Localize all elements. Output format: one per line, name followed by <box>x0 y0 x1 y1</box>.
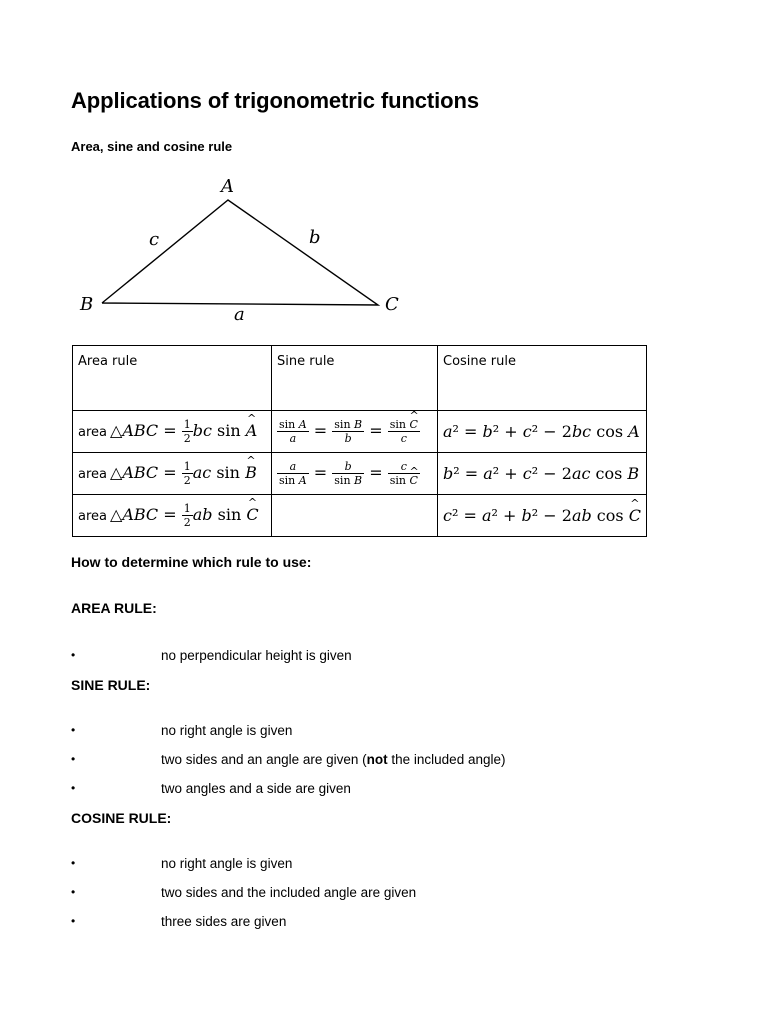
bullet-icon: • <box>71 648 76 662</box>
area-formula-c: area △ABC = $\frac{1}{2}$ ab sin ^ C <box>73 495 272 537</box>
bullet-icon: • <box>71 752 76 766</box>
header-area-rule: Area rule <box>73 346 272 411</box>
table-header-row <box>73 346 647 411</box>
vertex-b-label: B <box>80 294 94 315</box>
cosine-formula-c: c² = a² + b² − 2ab cos ^ C <box>438 495 647 537</box>
sine-rule-heading: SINE RULE: <box>71 677 151 693</box>
sine-formula-2: $\frac{a}{\text{sin A}}$ = $\frac{b}{\text{sin B}}$ = $\frac{c}{\sin \^{} C}$ <box>272 453 438 495</box>
rules-table <box>72 345 647 537</box>
bullet-icon: • <box>71 723 76 737</box>
triangle-diagram <box>70 170 410 330</box>
triangle-outline <box>102 200 378 305</box>
document-page: Applications of trigonometric functions Area, sine and cosine rule A B C c b a Area rule Sine rule Cosine rule area △ABC = $\frac{1}{2}$ bc sin ^ A $\frac{\text{sin A}}{a}$ = $\frac{\text{sin B}}{b}$ = $\frac{\sin \^{} C}{c}$ a² = b² + c² − 2bc cos A area △ABC = $\frac{1}{2}$ ac sin ^ B $\frac{a}{\text{sin A}}$ = $\frac{b}{\text{sin B}}$ = $\frac{c}{\sin \^{} C}$ b² = a² + c² − 2ac cos B area △ABC = $\frac{1}{2}$ ab sin ^ C c² = a² + b² − 2ab cos ^ C How to determine which rule to use: AREA RULE: • no perpendicular height is given SINE RULE: • no right angle is given • two sides and an angle are given (not the included angle) • two angles and a side are given COSINE RULE: • no right angle is given • two sides and the included angle are given • three sides are given <box>0 0 768 1024</box>
bullet-icon: • <box>71 914 76 928</box>
table-row <box>73 411 647 453</box>
bullet-icon: • <box>71 781 76 795</box>
table-row <box>73 453 647 495</box>
cosine-formula-b: b² = a² + c² − 2ac cos B <box>438 453 647 495</box>
page-title: Applications of trigonometric functions <box>71 88 479 113</box>
sine-formula-empty <box>272 495 438 537</box>
how-to-heading: How to determine which rule to use: <box>71 554 312 570</box>
vertex-a-label: A <box>221 176 234 197</box>
bullet-icon: • <box>71 856 76 870</box>
cosine-formula-a: a² = b² + c² − 2bc cos A <box>438 411 647 453</box>
side-c-label: c <box>149 229 160 250</box>
vertex-c-label: C <box>385 294 399 315</box>
area-formula-a: area △ABC = $\frac{1}{2}$ bc sin ^ A <box>73 411 272 453</box>
bullet-icon: • <box>71 885 76 899</box>
header-sine-rule: Sine rule <box>272 346 438 411</box>
table-row <box>73 495 647 537</box>
section-subtitle: Area, sine and cosine rule <box>71 139 233 154</box>
cosine-rule-heading: COSINE RULE: <box>71 810 172 826</box>
area-formula-b: area △ABC = $\frac{1}{2}$ ac sin ^ B <box>73 453 272 495</box>
area-rule-heading: AREA RULE: <box>71 600 157 616</box>
header-cosine-rule: Cosine rule <box>438 346 647 411</box>
side-b-label: b <box>309 227 321 248</box>
side-a-label: a <box>234 304 245 325</box>
sine-formula-1: $\frac{\text{sin A}}{a}$ = $\frac{\text{sin B}}{b}$ = $\frac{\sin \^{} C}{c}$ <box>272 411 438 453</box>
